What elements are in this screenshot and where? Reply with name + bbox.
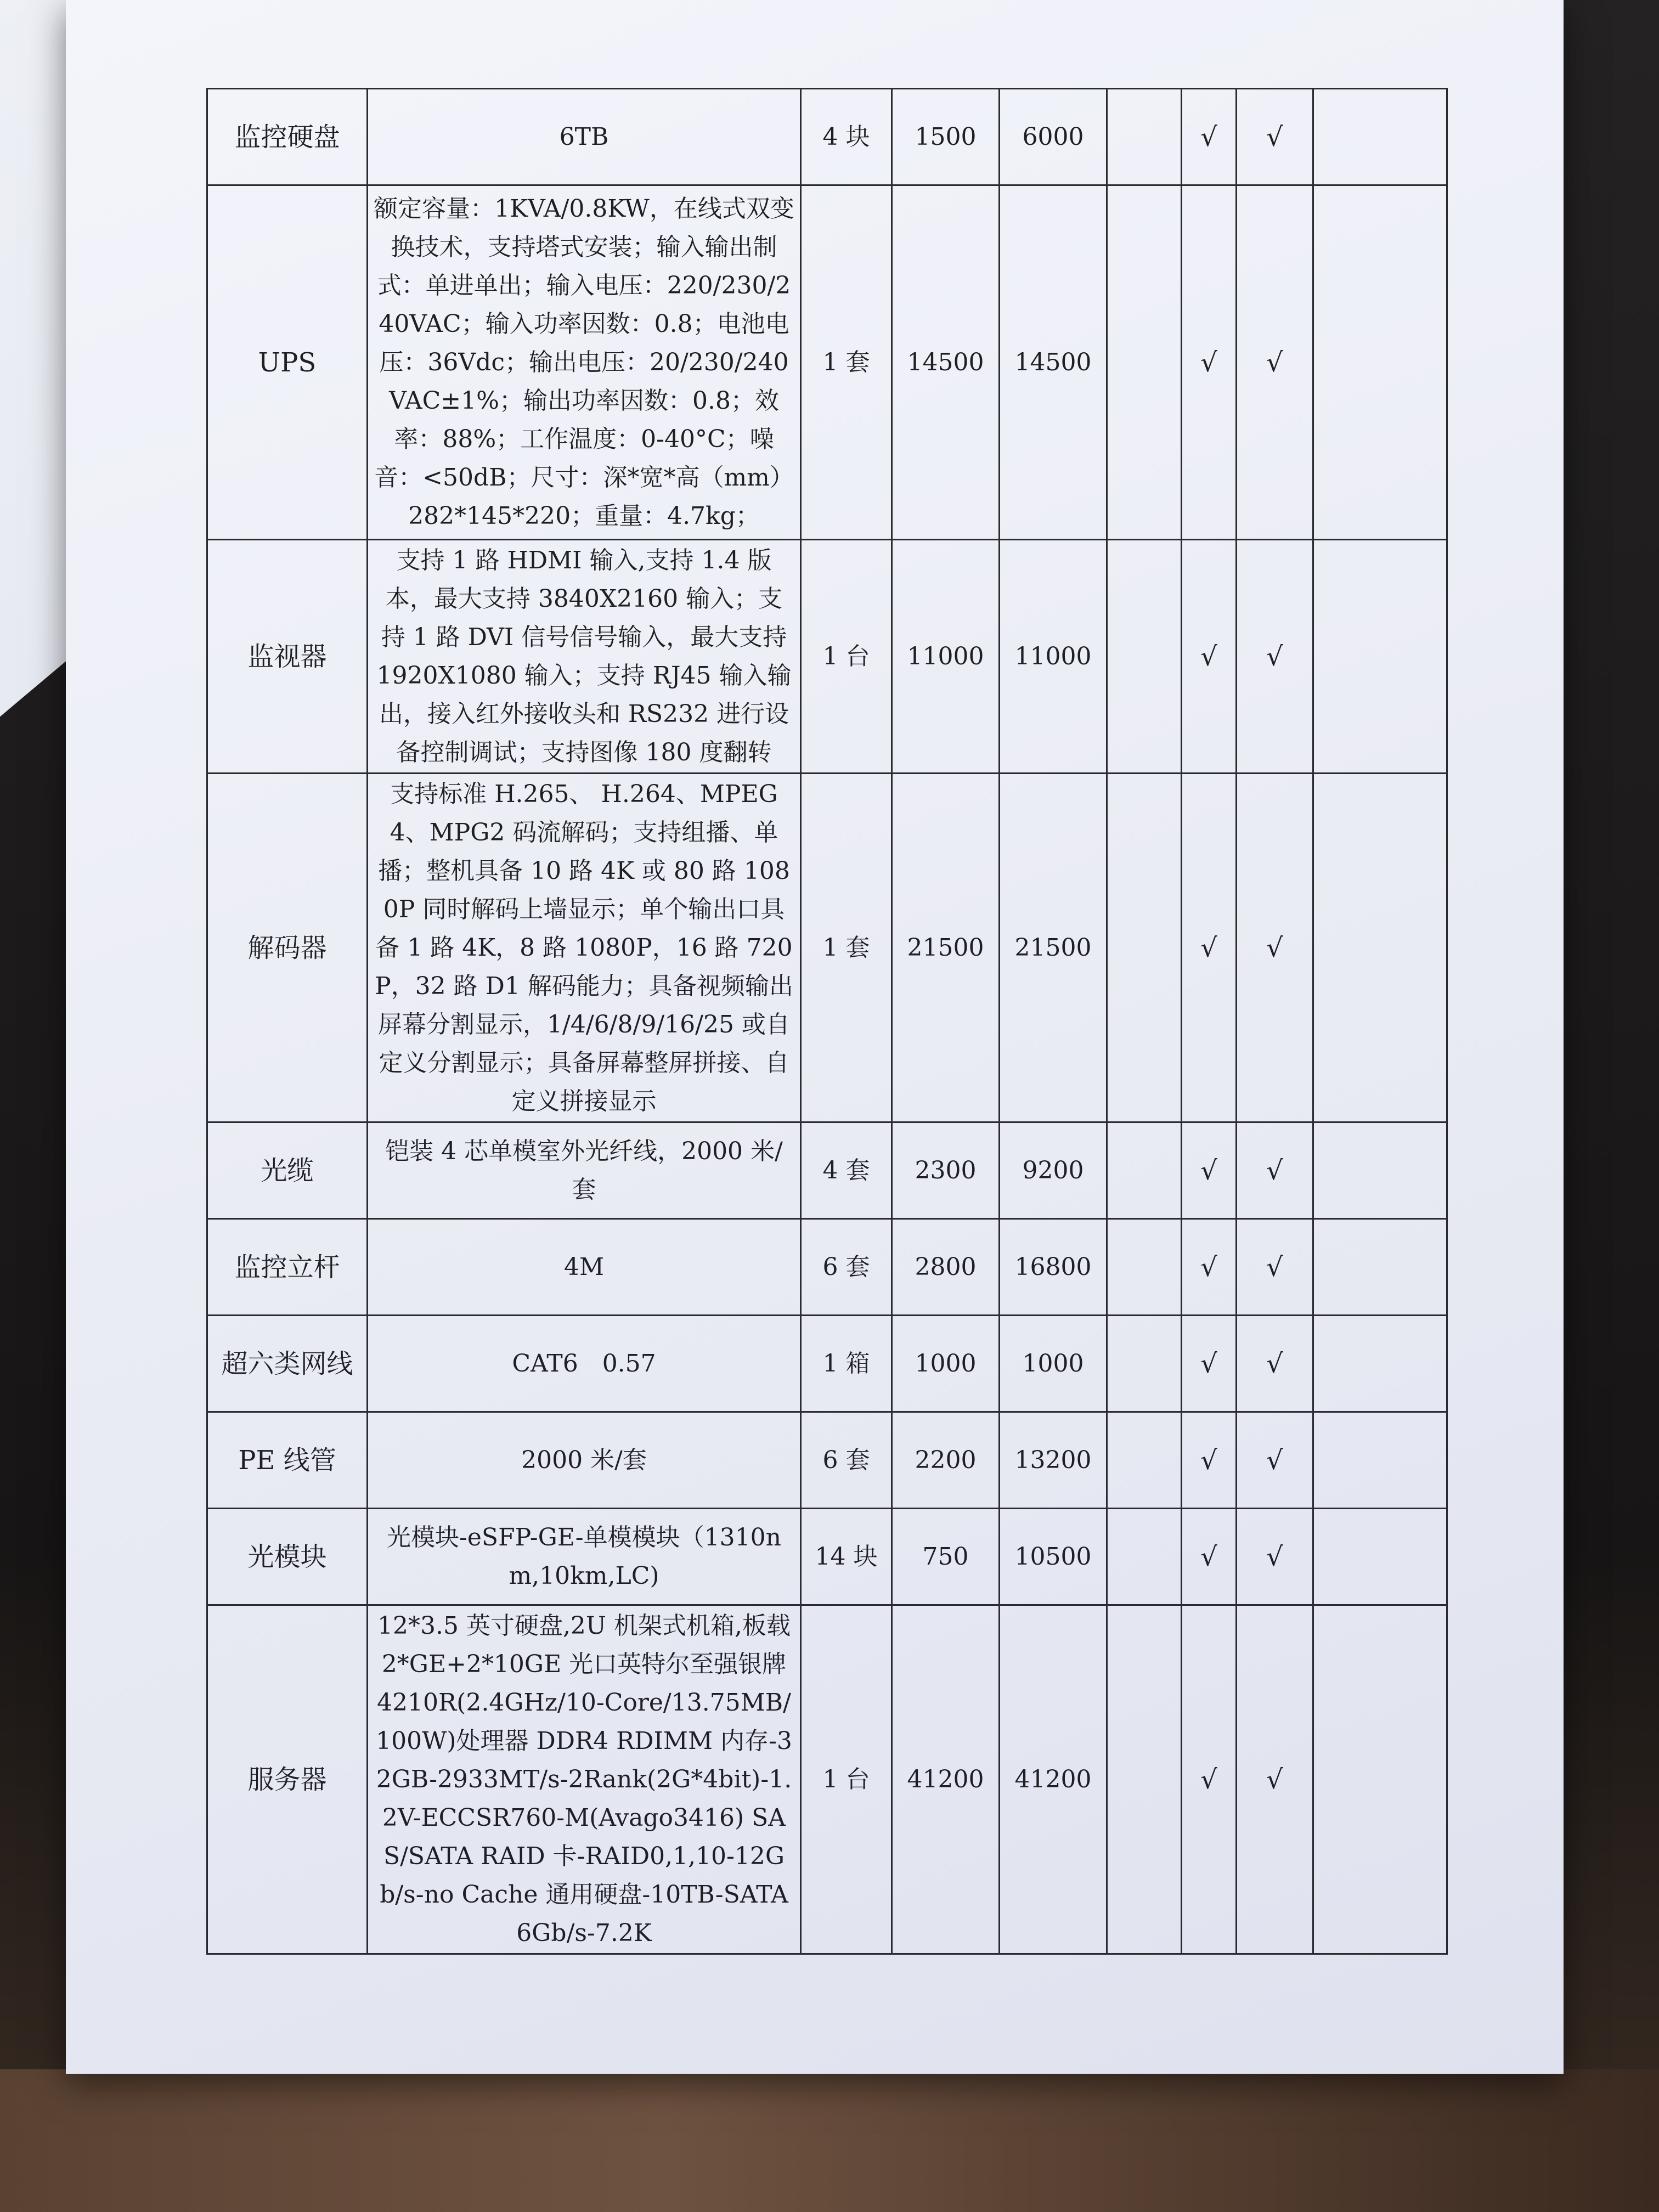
item-last (1313, 89, 1447, 185)
item-unit-price: 41200 (892, 1605, 1000, 1954)
item-spec: 光模块-eSFP-GE-单模模块（1310nm,10km,LC) (368, 1509, 801, 1605)
item-check-1: √ (1182, 1509, 1237, 1605)
item-name: PE 线管 (207, 1412, 368, 1509)
item-check-2: √ (1237, 185, 1313, 540)
item-blank (1107, 1316, 1182, 1412)
item-total: 14500 (1000, 185, 1107, 540)
item-spec: 额定容量：1KVA/0.8KW，在线式双变换技术，支持塔式安装；输入输出制式：单进单出；输入电压：220/230/240VAC；输入功率因数：0.8；电池电压：36Vdc；输出电压：20/230/240VAC±1%；输出功率因数：0.8；效率：88%；工作温度：0-40°C；噪音：<50dB；尺寸：深*宽*高（mm）282*145*220；重量：4.7kg； (368, 185, 801, 540)
item-unit-price: 11000 (892, 540, 1000, 774)
item-last (1313, 185, 1447, 540)
item-total: 41200 (1000, 1605, 1107, 1954)
item-blank (1107, 89, 1182, 185)
item-unit-price: 1500 (892, 89, 1000, 185)
item-spec: 4M (368, 1219, 801, 1316)
item-total: 21500 (1000, 774, 1107, 1122)
table-row (207, 89, 1447, 185)
item-unit-price: 1000 (892, 1316, 1000, 1412)
table-row (207, 185, 1447, 540)
item-unit-price: 750 (892, 1509, 1000, 1605)
item-check-2: √ (1237, 1605, 1313, 1954)
item-last (1313, 1412, 1447, 1509)
item-check-2: √ (1237, 774, 1313, 1122)
item-spec: 支持 1 路 HDMI 输入,支持 1.4 版本，最大支持 3840X2160 输入；支持 1 路 DVI 信号信号输入，最大支持 1920X1080 输入；支持 RJ45 输入输出，接入红外接收头和 RS232 进行设备控制调试；支持图像 180 度翻转 (368, 540, 801, 774)
item-last (1313, 1605, 1447, 1954)
item-unit-price: 2200 (892, 1412, 1000, 1509)
table-row (207, 1509, 1447, 1605)
item-quantity: 1 套 (801, 774, 892, 1122)
item-quantity: 6 套 (801, 1219, 892, 1316)
item-spec: 12*3.5 英寸硬盘,2U 机架式机箱,板载 2*GE+2*10GE 光口英特尔至强银牌 4210R(2.4GHz/10-Core/13.75MB/100W)处理器 DDR4 RDIMM 内存-32GB-2933MT/s-2Rank(2G*4bit)-1.2V-ECCSR760-M(Avago3416) SAS/SATA RAID 卡-RAID0,1,10-12Gb/s-no Cache 通用硬盘-10TB-SATA 6Gb/s-7.2K (368, 1605, 801, 1954)
item-quantity: 14 块 (801, 1509, 892, 1605)
item-blank (1107, 185, 1182, 540)
item-spec: CAT6 0.57 (368, 1316, 801, 1412)
item-check-1: √ (1182, 1316, 1237, 1412)
item-total: 13200 (1000, 1412, 1107, 1509)
item-quantity: 1 台 (801, 1605, 892, 1954)
item-unit-price: 2800 (892, 1219, 1000, 1316)
table-row (207, 1605, 1447, 1954)
item-check-2: √ (1237, 1509, 1313, 1605)
item-check-2: √ (1237, 1219, 1313, 1316)
item-quantity: 6 套 (801, 1412, 892, 1509)
item-check-1: √ (1182, 774, 1237, 1122)
table-row (207, 1122, 1447, 1219)
item-total: 9200 (1000, 1122, 1107, 1219)
table-row (207, 774, 1447, 1122)
item-blank (1107, 1509, 1182, 1605)
item-name: 监控硬盘 (207, 89, 368, 185)
equipment-price-table (206, 88, 1448, 1955)
item-check-2: √ (1237, 540, 1313, 774)
item-unit-price: 14500 (892, 185, 1000, 540)
item-check-1: √ (1182, 1412, 1237, 1509)
item-name: 光缆 (207, 1122, 368, 1219)
item-blank (1107, 1219, 1182, 1316)
item-total: 6000 (1000, 89, 1107, 185)
item-total: 16800 (1000, 1219, 1107, 1316)
table-container (206, 88, 1446, 1953)
table-row (207, 1412, 1447, 1509)
item-name: UPS (207, 185, 368, 540)
item-unit-price: 2300 (892, 1122, 1000, 1219)
item-check-1: √ (1182, 540, 1237, 774)
item-check-1: √ (1182, 1605, 1237, 1954)
item-unit-price: 21500 (892, 774, 1000, 1122)
item-last (1313, 1219, 1447, 1316)
item-quantity: 4 套 (801, 1122, 892, 1219)
item-spec: 支持标准 H.265、 H.264、MPEG4、MPG2 码流解码；支持组播、单播；整机具备 10 路 4K 或 80 路 1080P 同时解码上墙显示；单个输出口具备 1 路 4K，8 路 1080P，16 路 720P，32 路 D1 解码能力；具备视频输出屏幕分割显示，1/4/6/8/9/16/25 或自定义分割显示；具备屏幕整屏拼接、自定义拼接显示 (368, 774, 801, 1122)
item-spec: 6TB (368, 89, 801, 185)
item-name: 解码器 (207, 774, 368, 1122)
item-last (1313, 540, 1447, 774)
item-quantity: 4 块 (801, 89, 892, 185)
item-total: 1000 (1000, 1316, 1107, 1412)
item-spec: 铠装 4 芯单模室外光纤线，2000 米/套 (368, 1122, 801, 1219)
item-blank (1107, 1412, 1182, 1509)
item-check-1: √ (1182, 89, 1237, 185)
floor-background (0, 2069, 1659, 2212)
item-blank (1107, 1605, 1182, 1954)
item-last (1313, 1122, 1447, 1219)
item-name: 监控立杆 (207, 1219, 368, 1316)
item-name: 服务器 (207, 1605, 368, 1954)
item-blank (1107, 1122, 1182, 1219)
item-check-1: √ (1182, 1122, 1237, 1219)
item-last (1313, 1509, 1447, 1605)
item-last (1313, 1316, 1447, 1412)
item-spec: 2000 米/套 (368, 1412, 801, 1509)
item-check-2: √ (1237, 1122, 1313, 1219)
item-check-1: √ (1182, 185, 1237, 540)
item-blank (1107, 774, 1182, 1122)
item-name: 光模块 (207, 1509, 368, 1605)
item-last (1313, 774, 1447, 1122)
table-row (207, 1316, 1447, 1412)
item-total: 11000 (1000, 540, 1107, 774)
item-check-2: √ (1237, 1316, 1313, 1412)
item-quantity: 1 箱 (801, 1316, 892, 1412)
item-total: 10500 (1000, 1509, 1107, 1605)
item-name: 超六类网线 (207, 1316, 368, 1412)
item-quantity: 1 套 (801, 185, 892, 540)
item-check-2: √ (1237, 1412, 1313, 1509)
item-blank (1107, 540, 1182, 774)
item-quantity: 1 台 (801, 540, 892, 774)
item-name: 监视器 (207, 540, 368, 774)
item-check-1: √ (1182, 1219, 1237, 1316)
table-row (207, 540, 1447, 774)
item-check-2: √ (1237, 89, 1313, 185)
table-row (207, 1219, 1447, 1316)
